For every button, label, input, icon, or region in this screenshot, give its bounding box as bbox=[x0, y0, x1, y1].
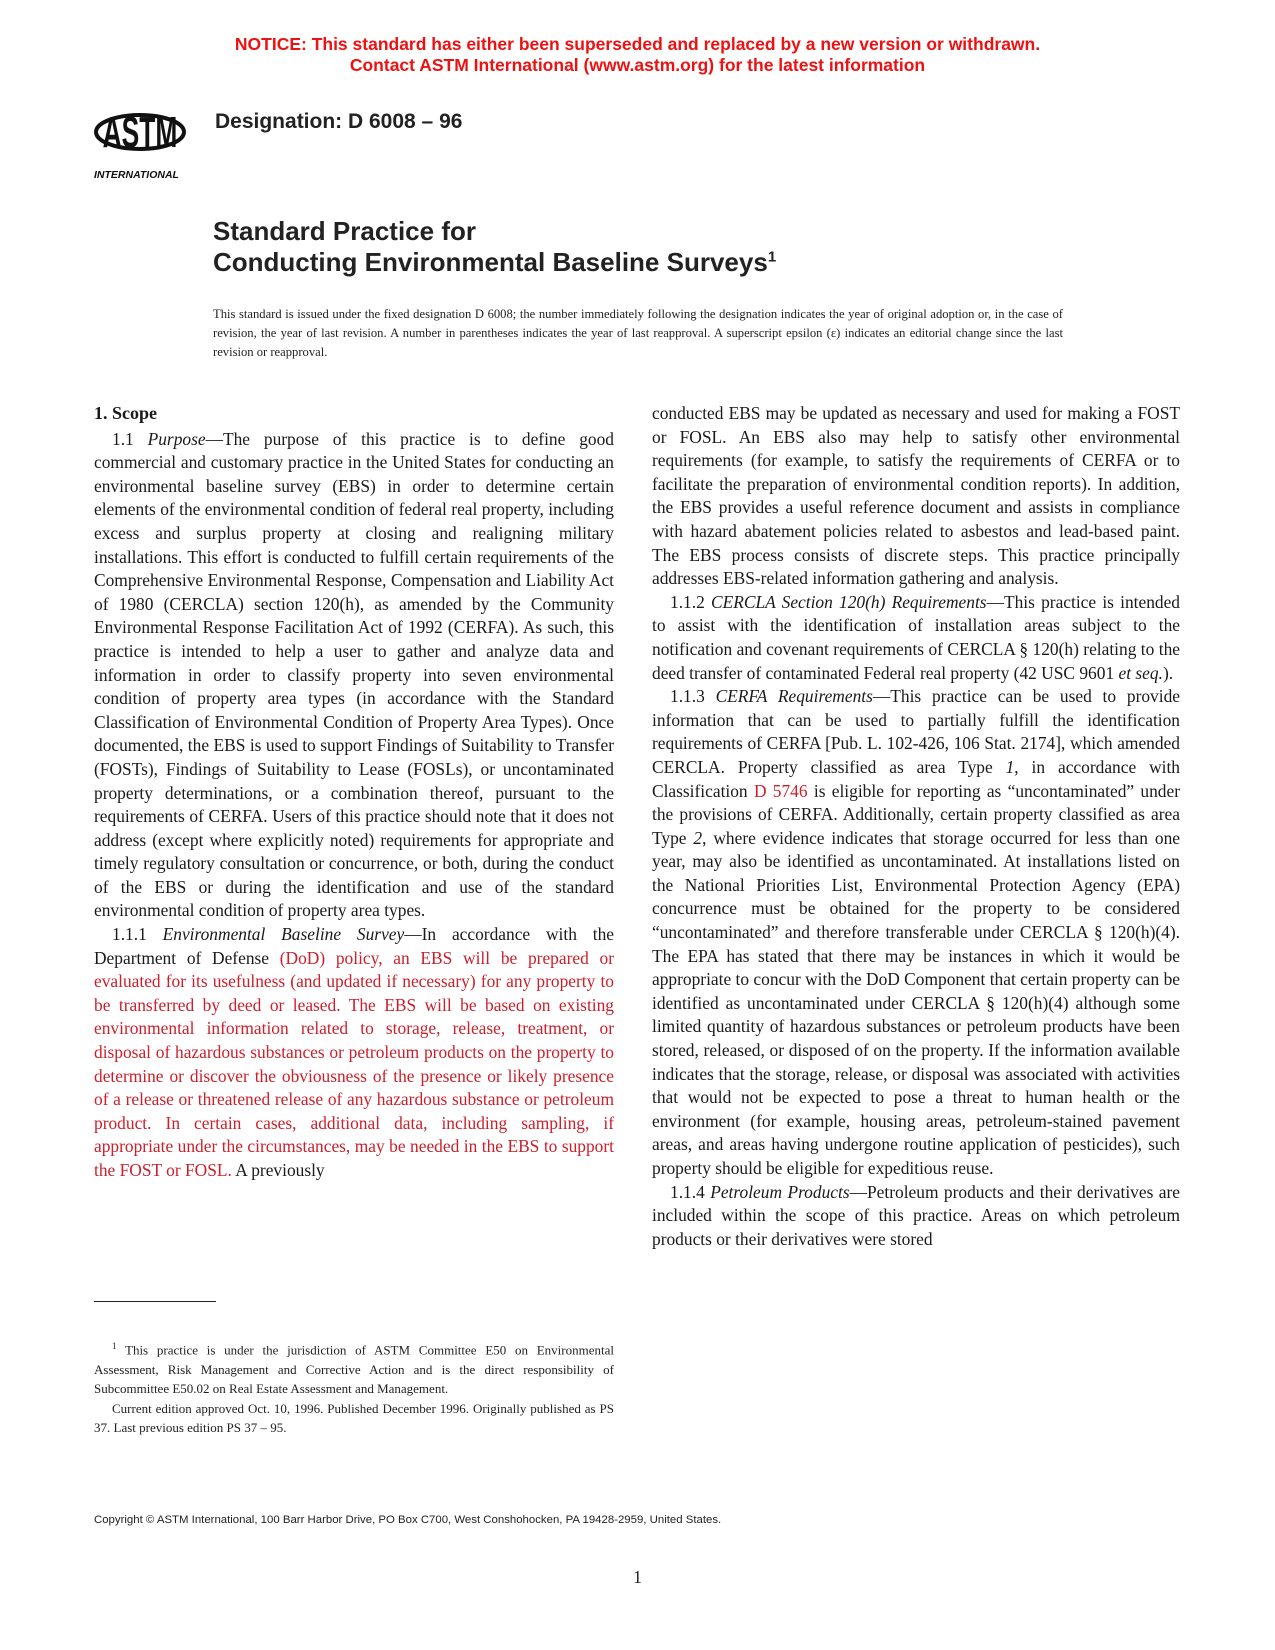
page-number: 1 bbox=[633, 1567, 642, 1587]
footnote-mark: 1 bbox=[112, 1341, 117, 1351]
section-heading-scope: 1. Scope bbox=[94, 403, 157, 423]
para-text: —This practice is intended to assist with the identification of installation areas subject to the notification and covenant requirements of CERCLA § 120(h) relating to the deed transfer of contaminated Federal real property (42 USC 9601 bbox=[652, 591, 1181, 683]
title-line-1: Standard Practice for bbox=[213, 216, 476, 246]
astm-logo bbox=[92, 92, 202, 182]
paragraph-1-1 bbox=[94, 428, 614, 923]
para-text: —Petroleum products and their derivatives are included within the scope of this practice. Areas on which petroleum products or their derivatives were stored bbox=[652, 1181, 1180, 1249]
footnote-divider bbox=[94, 1301, 216, 1302]
paragraph-1-1-1 bbox=[94, 923, 614, 1183]
para-text-continued: A previously bbox=[231, 1160, 325, 1180]
title-footnote-ref[interactable]: 1 bbox=[767, 248, 777, 266]
para-title: Purpose bbox=[147, 428, 206, 449]
para-number: 1.1 bbox=[112, 428, 148, 449]
para-number: 1.1.1 bbox=[112, 924, 163, 945]
d5746-link[interactable]: D 5746 bbox=[753, 780, 808, 801]
left-column bbox=[94, 402, 614, 1183]
para-text: is eligible for reporting as “uncontaminated” under the provisions of CERFA. Additionally, certain property classified as area Type bbox=[652, 780, 1180, 848]
para-text-highlighted: (DoD) policy, an EBS will be prepared or evaluated for its usefulness (and updated if necessary) for any property to be transferred by deed or leased. The EBS will be based on existing environmental information related to storage, release, treatment, or disposal of hazardous substances or petroleum products on the property to determine or discover the obviousness of the presence or likely presence of a release or threatened release of any hazardous substance or petroleum product. In certain cases, additional data, including sampling, if appropriate under the circumstances, may be needed in the EBS to support the FOST or FOSL. bbox=[94, 947, 614, 1180]
footnote-edition: Current edition approved Oct. 10, 1996. Published December 1996. Originally published as PS 37. Last previous edition PS 37 – 95. bbox=[94, 1400, 614, 1436]
para-text: , where evidence indicates that storage occurred for less than one year, may also be identified as uncontaminated. At installations listed on the National Priorities List, Environmental Protection Agency (EPA) concurrence must be obtained for the property to be considered “uncontaminated” and therefore transferable under CERCLA § 120(h)(4). The EPA has stated that there may be instances in which it would be appropriate to concur with the DoD Component that certain property can be identified as uncontaminated under CERCLA § 120(h)(4) although some limited quantity of hazardous substances or petroleum products have been stored, released, or disposed of on the property. If the information available indicates that the storage, release, or disposal was associated with activities that would not be expected to pose a threat to human health or the environment (for example, housing areas, petroleum-stained pavement areas, and areas having undergone routine application of pesticides), such property should be eligible for expeditious reuse. bbox=[652, 827, 1180, 1178]
footnote-text: This practice is under the jurisdiction of ASTM Committee E50 on Environmental Assessment, Risk Management and Corrective Action and is the direct responsibility of Subcommittee E50.02 on Real Estate Assessment and Management. bbox=[94, 1342, 614, 1397]
para-text: —The purpose of this practice is to define good commercial and customary practice in the United States for conducting an environmental baseline survey (EBS) in order to determine certain elements of the environmental condition of federal real property, including excess and surplus property at closing and realigning military installations. This effort is conducted to fulfill certain requirements of the Comprehensive Environmental Response, Compensation and Liability Act of 1980 (CERCLA) section 120(h), as amended by the Community Environmental Response Facilitation Act of 1992 (CERFA). As such, this practice is intended to help a user to gather and analyze data and information in order to classify property into seven environmental condition of property area types (in accordance with the Standard Classification of Environmental Condition of Property Area Types). Once documented, the EBS is used to support Findings of Suitability to Transfer (FOSTs), Findings of Suitability to Lease (FOSLs), or uncontaminated property determinations, or a combination thereof, pursuant to the requirements of CERFA. Users of this practice should note that it does not address (except where explicitly noted) requirements for appropriate and timely regulatory consultation or concurrence, or both, during the conduct of the EBS or during the identification and use of the standard environmental condition of property area types. bbox=[94, 428, 614, 921]
copyright-notice: Copyright © ASTM International, 100 Barr Harbor Drive, PO Box C700, West Conshohocken, PA 19428-2959, United States. bbox=[94, 1514, 722, 1526]
para-text: conducted EBS may be updated as necessary and used for making a FOST or FOSL. An EBS also may help to satisfy other environmental requirements (for example, to satisfy the requirements of CERFA or to facilitate the preparation of environmental condition reports). In addition, the EBS provides a useful reference document and assists in compliance with hazard abatement policies related to asbestos and lead-based paint. The EBS process consists of discrete steps. This practice principally addresses EBS-related information gathering and analysis. bbox=[652, 403, 1180, 589]
paragraph-1-1-2 bbox=[652, 591, 1180, 685]
area-type-2: 2 bbox=[693, 827, 703, 848]
area-type-1: 1 bbox=[1005, 756, 1015, 777]
para-title: CERCLA Section 120(h) Requirements bbox=[711, 591, 987, 612]
svg-text:INTERNATIONAL: INTERNATIONAL bbox=[94, 169, 179, 181]
para-text-italic: et seq. bbox=[1118, 662, 1163, 683]
title-line-2-text: Conducting Environmental Baseline Surveys bbox=[213, 247, 768, 277]
para-title: Petroleum Products bbox=[710, 1181, 850, 1202]
notice-line-2: Contact ASTM International (www.astm.org) for the latest information bbox=[349, 55, 926, 75]
paragraph-1-1-1-continued bbox=[652, 402, 1180, 591]
para-number: 1.1.3 bbox=[670, 686, 716, 707]
para-title: Environmental Baseline Survey bbox=[162, 924, 405, 945]
paragraph-1-1-3 bbox=[652, 685, 1180, 1180]
footnotes bbox=[94, 1337, 614, 1438]
preamble: This standard is issued under the fixed designation D 6008; the number immediately following the designation indicates the year of original adoption or, in the case of revision, the year of last revision. A number in parentheses indicates the year of last reapproval. A superscript epsilon (ε) indicates an editorial change since the last revision or reapproval. bbox=[213, 307, 1063, 359]
para-text: —In accordance with the Department of Defense bbox=[94, 924, 614, 968]
paragraph-1-1-4 bbox=[652, 1181, 1180, 1252]
document-title bbox=[213, 216, 776, 278]
astm-logo-icon bbox=[92, 92, 202, 182]
para-number: 1.1.2 bbox=[670, 591, 711, 612]
title-line-2 bbox=[213, 247, 776, 278]
para-text: ). bbox=[1162, 662, 1174, 683]
notice-line-1: NOTICE: This standard has either been superseded and replaced by a new version or withdrawn. bbox=[234, 34, 1041, 54]
footnote-1 bbox=[94, 1337, 614, 1399]
right-column bbox=[652, 402, 1180, 1251]
para-text: —This practice can be used to provide information that can be used to partially fulfill the identification requirements of CERFA [Pub. L. 102-426, 106 Stat. 2174], which amended CERCLA. Property classified as area Type bbox=[652, 686, 1180, 777]
para-text: , in accordance with Classification bbox=[652, 756, 1180, 801]
para-number: 1.1.4 bbox=[670, 1181, 711, 1202]
designation: Designation: D 6008 – 96 bbox=[215, 110, 463, 133]
para-title: CERFA Requirements bbox=[715, 686, 873, 707]
svg-text:ASTM: ASTM bbox=[102, 106, 178, 157]
withdrawal-notice bbox=[0, 34, 1275, 76]
